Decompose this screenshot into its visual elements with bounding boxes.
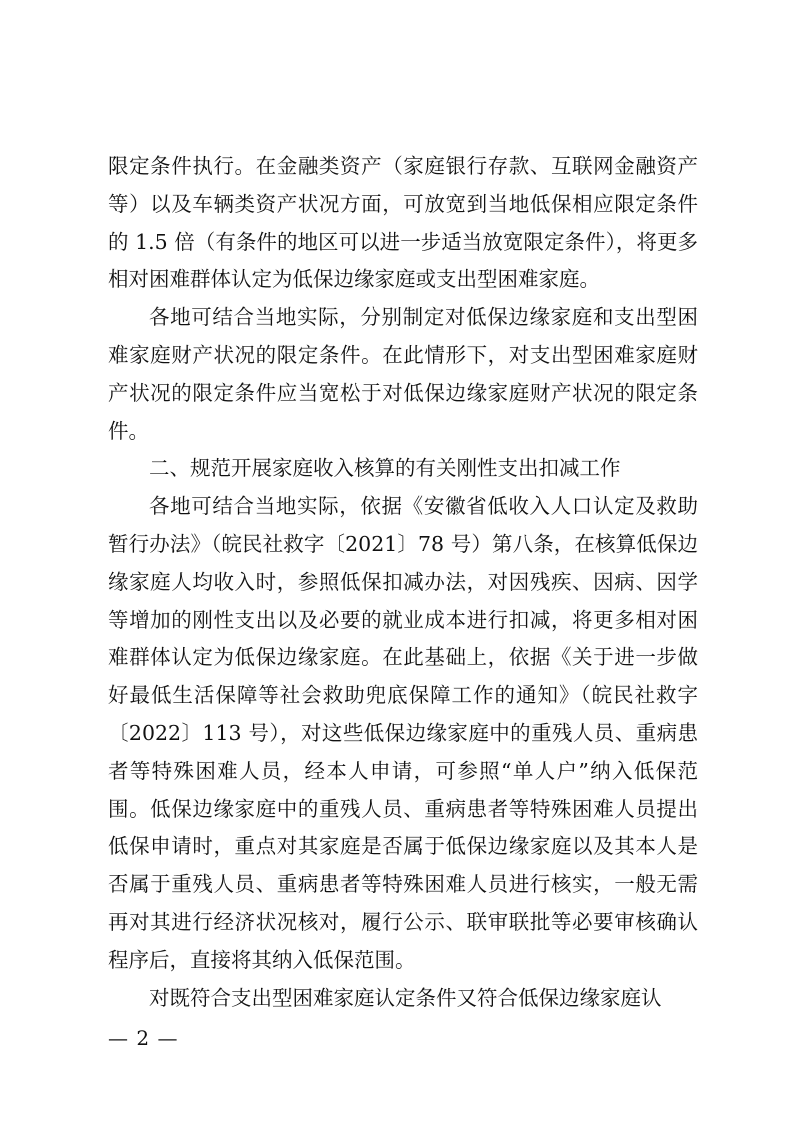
paragraph-asset-conditions: 限定条件执行。在金融类资产（家庭银行存款、互联网金融资产等）以及车辆类资产状况方面，可放宽到当地低保相应限定条件的 1.5 倍（有条件的地区可以进一步适当放宽限定条件），将更多相对困难群体认定为低保边缘家庭或支出型困难家庭。 <box>108 154 698 292</box>
section-heading-income-deduction: 二、规范开展家庭收入核算的有关刚性支出扣减工作 <box>149 456 621 481</box>
paragraph-property-limits: 各地可结合当地实际，分别制定对低保边缘家庭和支出型困难家庭财产状况的限定条件。在此情形下，对支出型困难家庭财产状况的限定条件应当宽松于对低保边缘家庭财产状况的限定条件。 <box>108 305 698 443</box>
paragraph-income-deduction: 各地可结合当地实际，依据《安徽省低收入人口认定及救助暂行办法》（皖民社救字〔2021〕78 号）第八条，在核算低保边缘家庭人均收入时，参照低保扣减办法，对因残疾、因病、因学等增加的刚性支出以及必要的就业成本进行扣减，将更多相对困难群体认定为低保边缘家庭。在此基础上，依据《关于进一步做好最低生活保障等社会救助兜底保障工作的通知》（皖民社救字〔2022〕113 号），对这些低保边缘家庭中的重残人员、重病患者等特殊困难人员，经本人申请，可参照“单人户”纳入低保范围。低保边缘家庭中的重残人员、重病患者等特殊困难人员提出低保申请时，重点对其家庭是否属于低保边缘家庭以及其本人是否属于重残人员、重病患者等特殊困难人员进行核实，一般无需再对其进行经济状况核对，履行公示、联审联批等必要审核确认程序后，直接将其纳入低保范围。 <box>108 494 698 972</box>
paragraph-dual-eligibility: 对既符合支出型困难家庭认定条件又符合低保边缘家庭认 <box>149 985 662 1010</box>
page-number: — 2 — <box>108 1026 179 1050</box>
document-body <box>108 148 698 1017</box>
